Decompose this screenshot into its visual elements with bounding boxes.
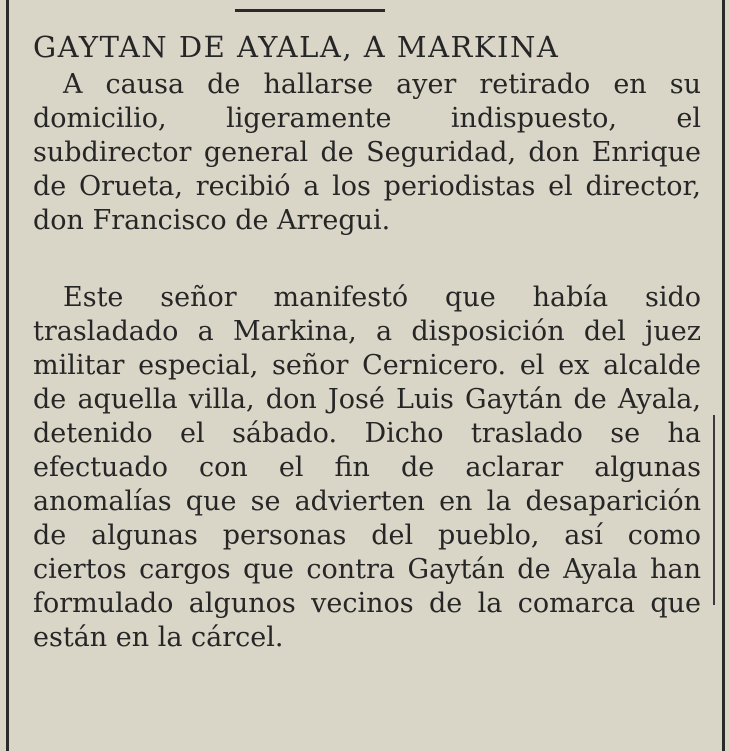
article-headline: GAYTAN DE AYALA, A MARKINA — [33, 30, 560, 64]
paragraph-2-text: Este señor manifestó que había sido trasladado a Markina, a disposición del juez militar especial, señor Cernicero. el ex alcalde de aquella villa, don José Luis Gaytán de Ayala, detenido el sábado. Dicho traslado se ha efectuado con el fin de aclarar algunas anomalías que se advierten en la desaparición de algunas personas del pueblo, así como ciertos cargos que contra Gaytán de Ayala han formulado algunos vecinos de la comarca que están en la cárcel. — [33, 282, 701, 653]
article-paragraph-2 — [33, 281, 701, 655]
inner-column-rule — [713, 415, 715, 605]
article-paragraph-1 — [33, 68, 701, 238]
right-column-rule — [722, 0, 725, 751]
top-separator-rule — [235, 9, 385, 12]
paragraph-1-text: A causa de hallarse ayer retirado en su domicilio, ligeramente indispuesto, el subdirector general de Seguridad, don Enrique de Orueta, recibió a los periodistas el director, don Francisco de Arregui. — [33, 69, 701, 236]
left-column-rule — [6, 0, 9, 751]
